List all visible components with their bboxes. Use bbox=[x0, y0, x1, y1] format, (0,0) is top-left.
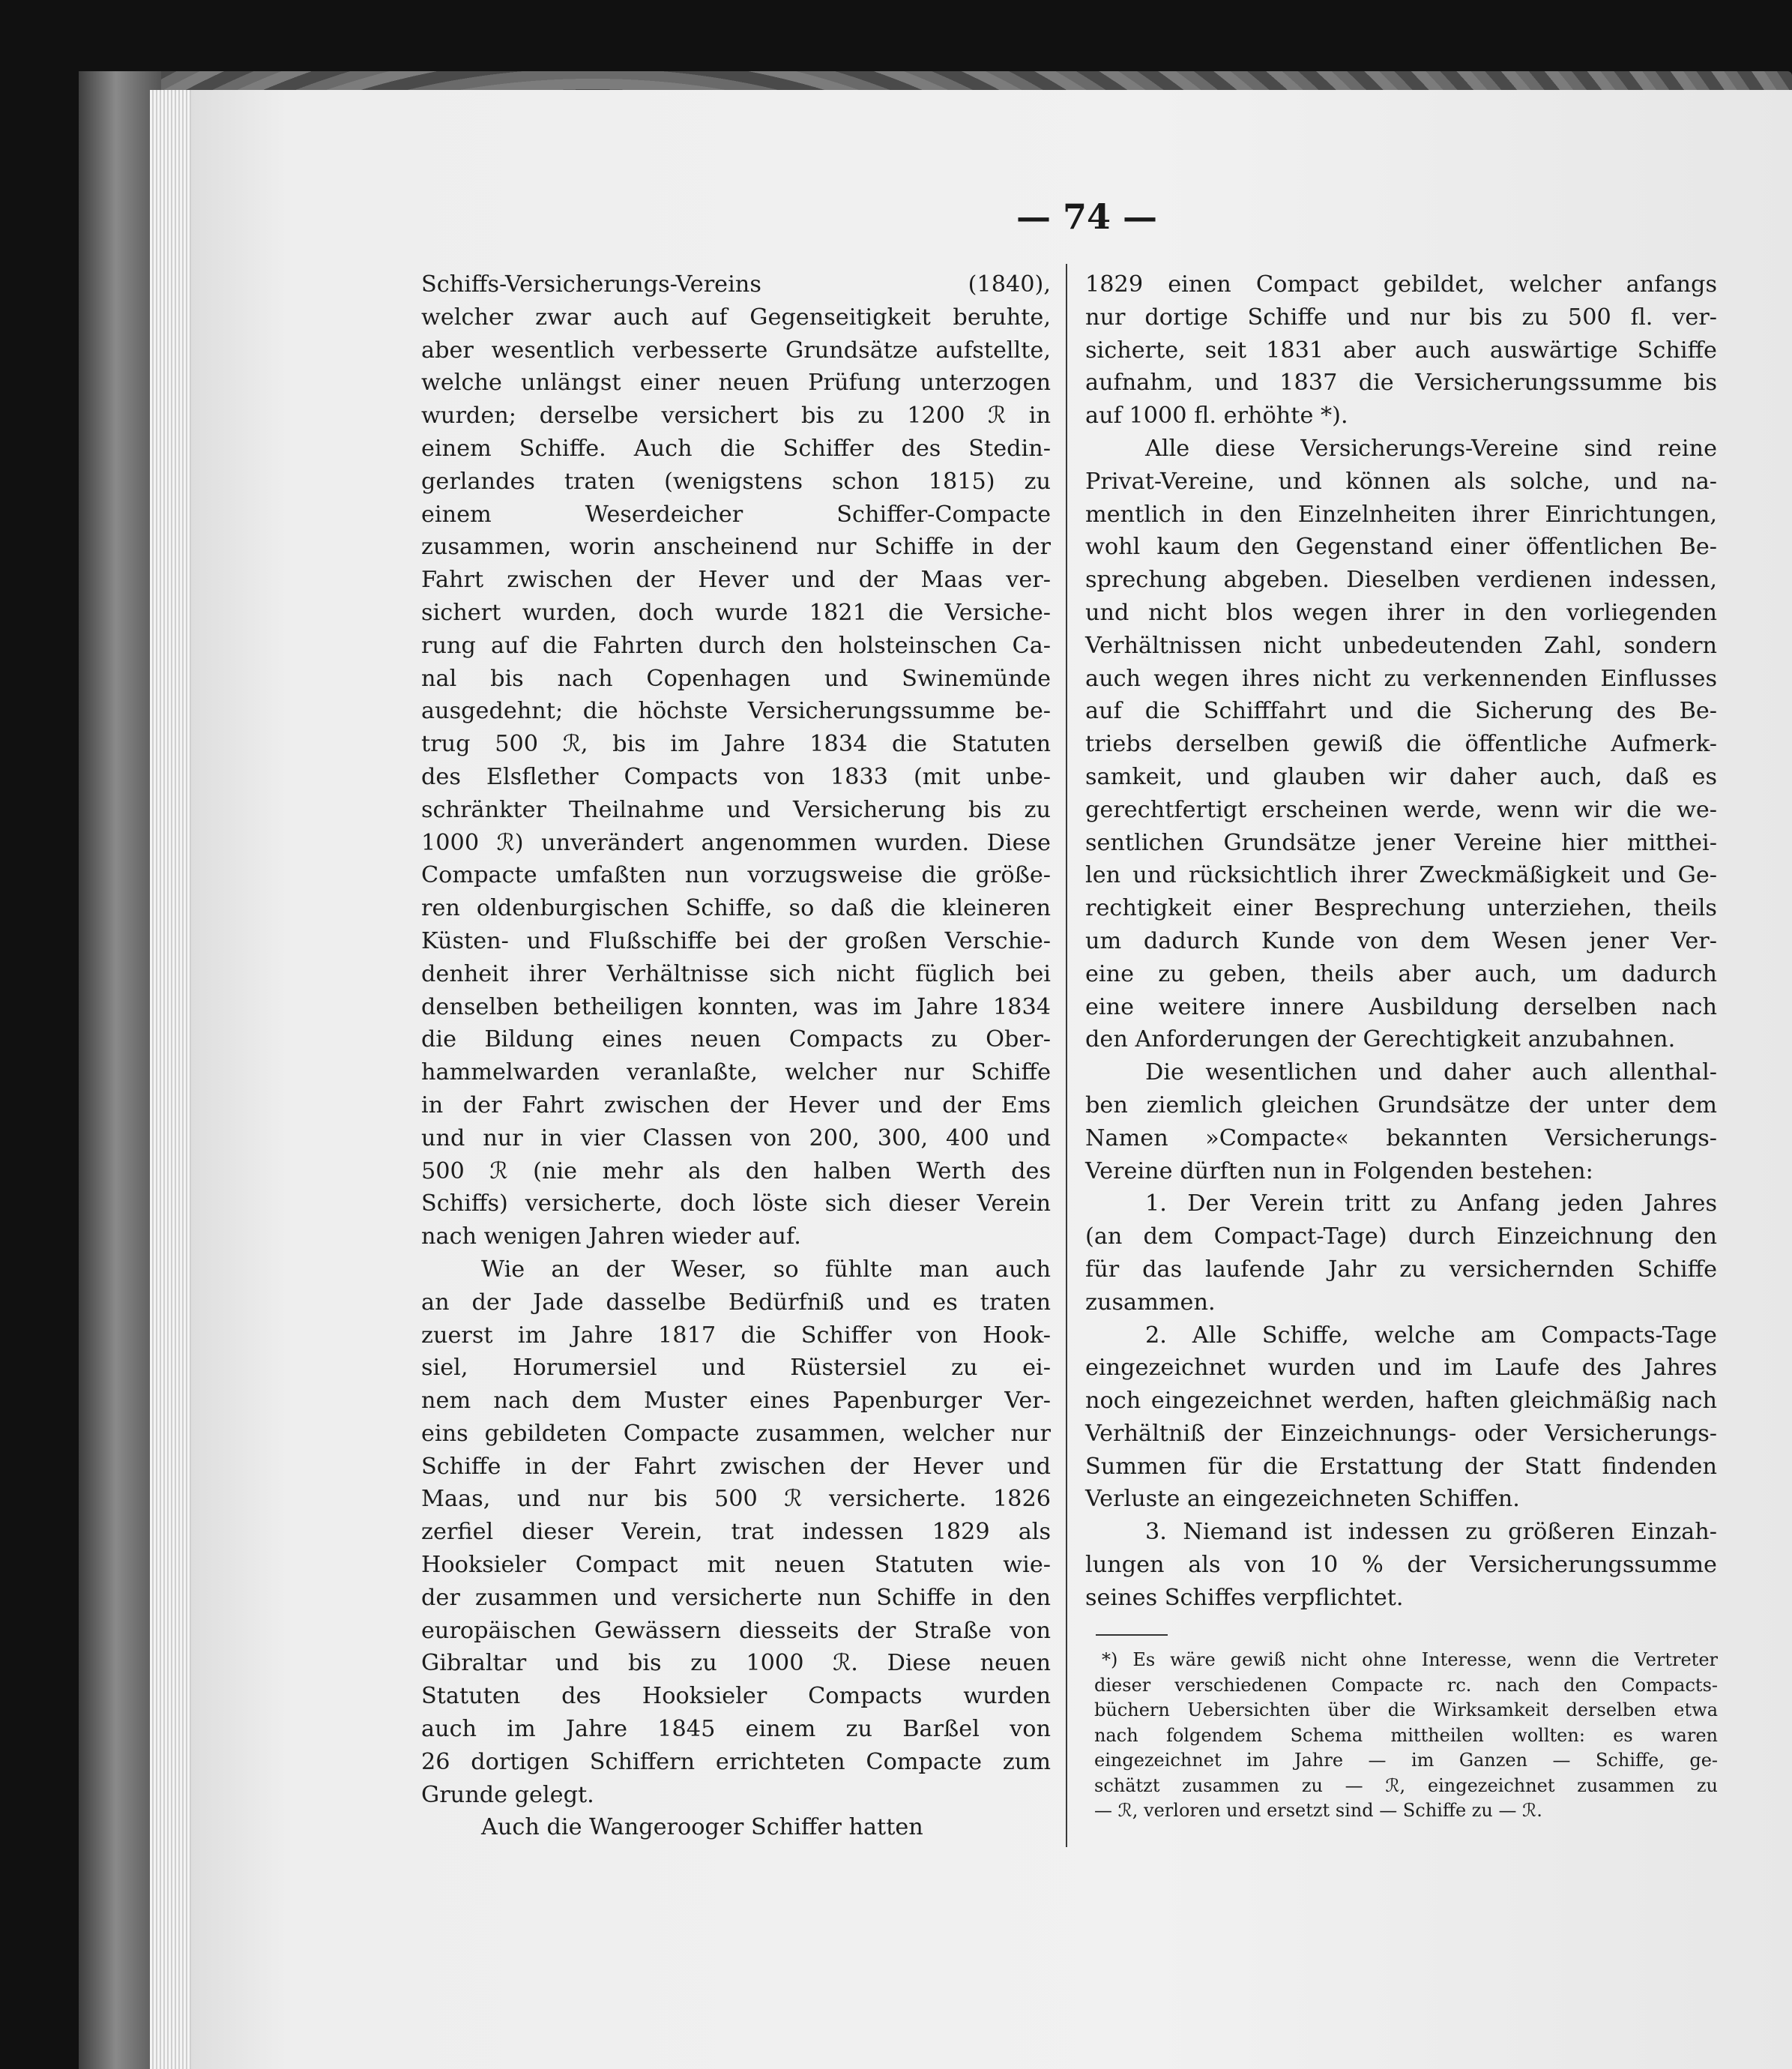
text-line: Verhältniß der Einzeichnungs- oder Versicherungs- bbox=[1085, 1420, 1717, 1447]
text-line: denheit ihrer Verhältnisse sich nicht füglich bei bbox=[421, 960, 1051, 987]
footnote-line: nach folgendem Schema mittheilen wollten: es waren bbox=[1094, 1724, 1718, 1746]
text-line: mentlich in den Einzelnheiten ihrer Einrichtungen, bbox=[1085, 501, 1717, 528]
text-line: Küsten- und Flußschiffe bei der großen Verschie- bbox=[421, 927, 1051, 954]
text-line: aber wesentlich verbesserte Grundsätze aufstellte, bbox=[421, 337, 1051, 364]
text-line: triebs derselben gewiß die öffentliche Aufmerk- bbox=[1085, 731, 1717, 758]
text-line: noch eingezeichnet werden, haften gleichmäßig nach bbox=[1085, 1388, 1717, 1415]
page-number: — 74 — bbox=[1016, 196, 1158, 237]
text-line: 1000 ℛ) unverändert angenommen wurden. Diese bbox=[421, 829, 1051, 856]
text-line: einem Schiffe. Auch die Schiffer des Stedin- bbox=[421, 435, 1051, 462]
text-line: rung auf die Fahrten durch den holsteinschen Ca- bbox=[421, 632, 1051, 659]
text-line: siel, Horumersiel und Rüstersiel zu ei- bbox=[421, 1355, 1051, 1382]
text-line: sicherte, seit 1831 aber auch auswärtige Schiffe bbox=[1085, 337, 1717, 364]
text-line: Maas, und nur bis 500 ℛ versicherte. 1826 bbox=[421, 1486, 1051, 1513]
text-line: nem nach dem Muster eines Papenburger Ver- bbox=[421, 1388, 1051, 1415]
text-line: sentlichen Grundsätze jener Vereine hier mitthei- bbox=[1085, 829, 1717, 856]
text-line: Vereine dürften nun in Folgenden bestehen: bbox=[1085, 1157, 1593, 1184]
text-line: Schiffs-Versicherungs-Vereins (1840), bbox=[421, 271, 1051, 298]
text-line: einem Weserdeicher Schiffer-Compacte bbox=[421, 501, 1051, 528]
text-line: schränkter Theilnahme und Versicherung bis zu bbox=[421, 796, 1051, 823]
text-line: ren oldenburgischen Schiffe, so daß die kleineren bbox=[421, 895, 1051, 922]
footnote-line: schätzt zusammen zu — ℛ, eingezeichnet zusammen zu bbox=[1094, 1774, 1718, 1796]
text-line: 1829 einen Compact gebildet, welcher anfangs bbox=[1085, 271, 1717, 298]
text-line: ausgedehnt; die höchste Versicherungssumme be- bbox=[421, 698, 1051, 725]
footnote-line: eingezeichnet im Jahre — im Ganzen — Schiffe, ge- bbox=[1094, 1750, 1718, 1771]
text-line: Die wesentlichen und daher auch allenthal- bbox=[1145, 1059, 1717, 1086]
text-line: Auch die Wangerooger Schiffer hatten bbox=[481, 1814, 923, 1841]
footnote-line: dieser verschiedenen Compacte rc. nach den Compacts- bbox=[1094, 1674, 1718, 1696]
footnote-rule bbox=[1096, 1634, 1168, 1636]
text-line: ben ziemlich gleichen Grundsätze der unter dem bbox=[1085, 1091, 1717, 1118]
text-line: Verhältnissen nicht unbedeutenden Zahl, sondern bbox=[1085, 632, 1717, 659]
text-line: Hooksieler Compact mit neuen Statuten wie- bbox=[421, 1552, 1051, 1579]
text-line: 500 ℛ (nie mehr als den halben Werth des bbox=[421, 1157, 1051, 1184]
text-line: hammelwarden veranlaßte, welcher nur Schiffe bbox=[421, 1059, 1051, 1086]
text-line: auf die Schifffahrt und die Sicherung des Be- bbox=[1085, 698, 1717, 725]
text-line: Summen für die Erstattung der Statt findenden bbox=[1085, 1453, 1717, 1480]
right-text-column bbox=[1085, 268, 1717, 1615]
footnote bbox=[1094, 1648, 1718, 1824]
text-line: eine zu geben, theils aber auch, um dadurch bbox=[1085, 960, 1717, 987]
text-line: Alle diese Versicherungs-Vereine sind reine bbox=[1145, 435, 1717, 462]
text-line: den Anforderungen der Gerechtigkeit anzubahnen. bbox=[1085, 1026, 1676, 1053]
text-line: zerfiel dieser Verein, trat indessen 1829 als bbox=[421, 1519, 1051, 1546]
text-line: auch wegen ihres nicht zu verkennenden Einflusses bbox=[1085, 665, 1717, 692]
text-line: samkeit, und glauben wir daher auch, daß es bbox=[1085, 763, 1717, 790]
text-line: die Bildung eines neuen Compacts zu Ober- bbox=[421, 1026, 1051, 1053]
text-line: Grunde gelegt. bbox=[421, 1781, 594, 1808]
text-line: eine weitere innere Ausbildung derselben nach bbox=[1085, 993, 1717, 1020]
text-line: 1. Der Verein tritt zu Anfang jeden Jahres bbox=[1145, 1190, 1717, 1217]
text-line: Wie an der Weser, so fühlte man auch bbox=[481, 1256, 1051, 1283]
text-line: denselben betheiligen konnten, was im Jahre 1834 bbox=[421, 993, 1051, 1020]
text-line: (an dem Compact-Tage) durch Einzeichnung den bbox=[1085, 1223, 1717, 1250]
text-line: len und rücksichtlich ihrer Zweckmäßigkeit und Ge- bbox=[1085, 862, 1717, 889]
text-line: und nicht blos wegen ihrer in den vorliegenden bbox=[1085, 599, 1717, 626]
book-spine bbox=[79, 71, 161, 2069]
text-line: Verluste an eingezeichneten Schiffen. bbox=[1085, 1486, 1520, 1513]
footnote-line: büchern Uebersichten über die Wirksamkeit derselben etwa bbox=[1094, 1699, 1718, 1720]
text-line: lungen als von 10 % der Versicherungssumme bbox=[1085, 1552, 1717, 1579]
text-line: rechtigkeit einer Besprechung unterziehen, theils bbox=[1085, 895, 1717, 922]
text-line: welcher zwar auch auf Gegenseitigkeit beruhte, bbox=[421, 304, 1051, 331]
text-line: Schiffe in der Fahrt zwischen der Hever und bbox=[421, 1453, 1051, 1480]
text-line: europäischen Gewässern diesseits der Straße von bbox=[421, 1617, 1051, 1644]
text-line: nur dortige Schiffe und nur bis zu 500 fl. ver- bbox=[1085, 304, 1717, 331]
text-line: zusammen. bbox=[1085, 1289, 1216, 1316]
text-line: 3. Niemand ist indessen zu größeren Einzah- bbox=[1145, 1519, 1717, 1546]
text-line: und nur in vier Classen von 200, 300, 400 und bbox=[421, 1124, 1051, 1151]
text-line: an der Jade dasselbe Bedürfniß und es traten bbox=[421, 1289, 1051, 1316]
footnote-line: *) Es wäre gewiß nicht ohne Interesse, wenn die Vertreter bbox=[1102, 1649, 1718, 1670]
text-line: Compacte umfaßten nun vorzugsweise die größe- bbox=[421, 862, 1051, 889]
text-line: Schiffs) versicherte, doch löste sich dieser Verein bbox=[421, 1190, 1051, 1217]
text-line: um dadurch Kunde von dem Wesen jener Ver- bbox=[1085, 927, 1717, 954]
text-line: gerechtfertigt erscheinen werde, wenn wir die we- bbox=[1085, 796, 1717, 823]
text-line: auch im Jahre 1845 einem zu Barßel von bbox=[421, 1716, 1051, 1743]
text-line: 26 dortigen Schiffern errichteten Compacte zum bbox=[421, 1748, 1051, 1775]
text-line: nal bis nach Copenhagen und Swinemünde bbox=[421, 665, 1051, 692]
text-line: auf 1000 fl. erhöhte *). bbox=[1085, 403, 1348, 430]
text-line: 2. Alle Schiffe, welche am Compacts-Tage bbox=[1145, 1322, 1717, 1349]
text-line: Gibraltar und bis zu 1000 ℛ. Diese neuen bbox=[421, 1650, 1051, 1677]
text-line: Namen »Compacte« bekannten Versicherungs- bbox=[1085, 1124, 1717, 1151]
text-line: zusammen, worin anscheinend nur Schiffe in der bbox=[421, 534, 1051, 561]
text-line: wurden; derselbe versichert bis zu 1200 ℛ in bbox=[421, 403, 1051, 430]
text-line: welche unlängst einer neuen Prüfung unterzogen bbox=[421, 370, 1051, 397]
text-line: in der Fahrt zwischen der Hever und der Ems bbox=[421, 1091, 1051, 1118]
text-line: eingezeichnet wurden und im Laufe des Jahres bbox=[1085, 1355, 1717, 1382]
text-line: sprechung abgeben. Dieselben verdienen indessen, bbox=[1085, 567, 1717, 594]
text-line: sichert wurden, doch wurde 1821 die Versiche- bbox=[421, 599, 1051, 626]
text-line: wohl kaum den Gegenstand einer öffentlichen Be- bbox=[1085, 534, 1717, 561]
text-line: trug 500 ℛ, bis im Jahre 1834 die Statuten bbox=[421, 731, 1051, 758]
text-line: seines Schiffes verpflichtet. bbox=[1085, 1584, 1404, 1611]
text-line: eins gebildeten Compacte zusammen, welcher nur bbox=[421, 1420, 1051, 1447]
column-divider bbox=[1066, 264, 1067, 1847]
text-line: Privat-Vereine, und können als solche, und na- bbox=[1085, 468, 1717, 495]
text-line: Statuten des Hooksieler Compacts wurden bbox=[421, 1683, 1051, 1710]
text-line: gerlandes traten (wenigstens schon 1815) zu bbox=[421, 468, 1051, 495]
text-line: aufnahm, und 1837 die Versicherungssumme bis bbox=[1085, 370, 1717, 397]
text-line: zuerst im Jahre 1817 die Schiffer von Hook- bbox=[421, 1322, 1051, 1349]
footnote-line: — ℛ, verloren und ersetzt sind — Schiffe zu — ℛ. bbox=[1094, 1800, 1542, 1821]
page-edges bbox=[150, 90, 195, 2069]
text-line: Fahrt zwischen der Hever und der Maas ver- bbox=[421, 567, 1051, 594]
text-line: der zusammen und versicherte nun Schiffe in den bbox=[421, 1584, 1051, 1611]
text-line: nach wenigen Jahren wieder auf. bbox=[421, 1223, 801, 1250]
text-line: für das laufende Jahr zu versichernden Schiffe bbox=[1085, 1256, 1717, 1283]
text-line: des Elsflether Compacts von 1833 (mit unbe- bbox=[421, 763, 1051, 790]
left-text-column bbox=[421, 268, 1051, 1844]
